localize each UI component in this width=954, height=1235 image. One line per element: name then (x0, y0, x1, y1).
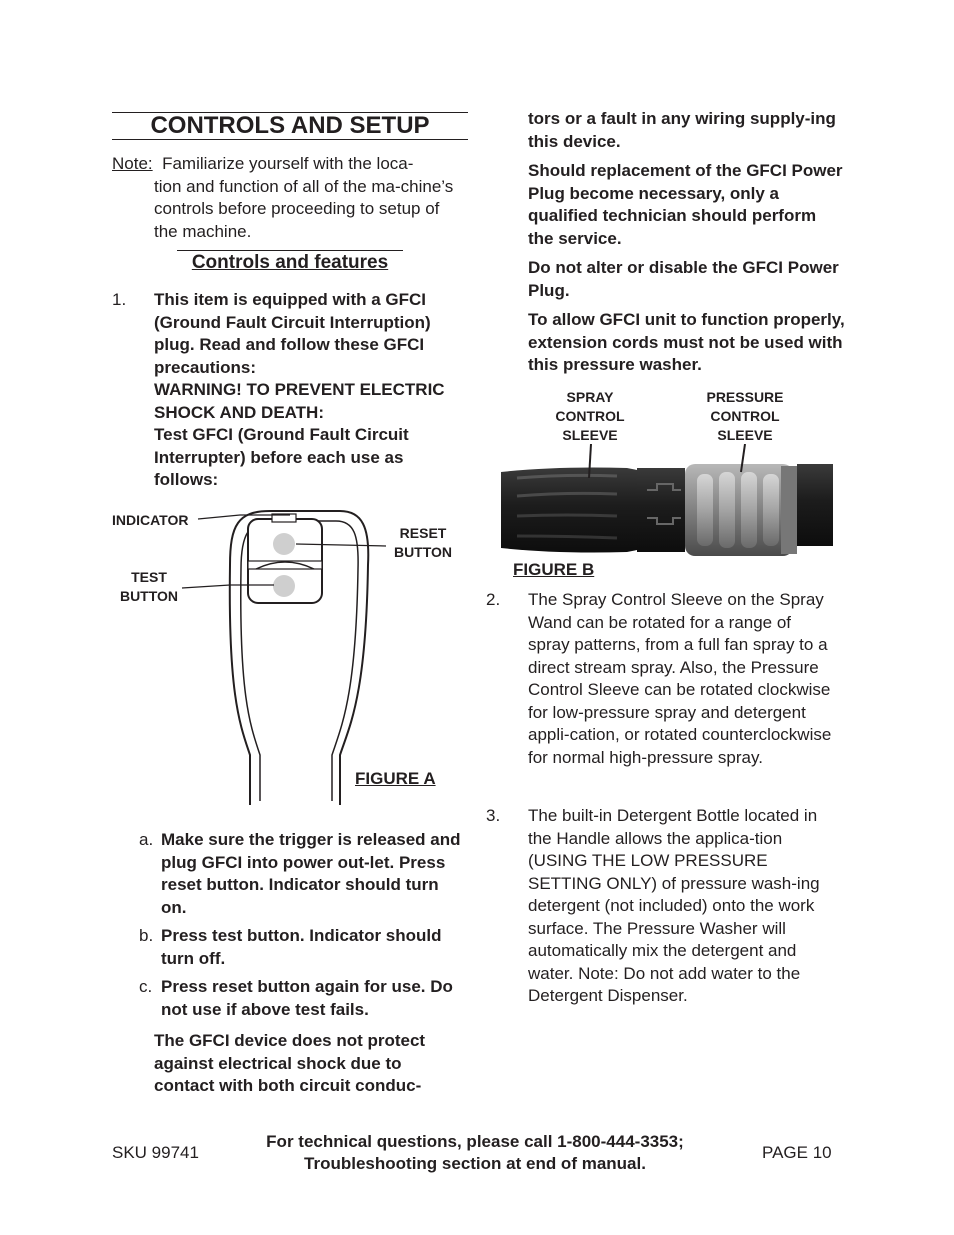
page-title: CONTROLS AND SETUP (112, 112, 468, 140)
pressure-label-line2: CONTROL (710, 408, 780, 424)
step-a-text: Make sure the trigger is released and plug GFCI into power out-let. Press reset button. Indicator should turn on. (161, 830, 461, 917)
figure-b-spray-wand (497, 444, 833, 564)
spray-control-sleeve (501, 468, 637, 553)
hose (797, 464, 833, 546)
test-label-line2: BUTTON (119, 588, 179, 604)
test-label-line1: TEST (131, 569, 167, 585)
step-b (139, 925, 464, 970)
footer-line1: For technical questions, please call 1-800-444-3353; (266, 1132, 684, 1151)
item-1 (112, 289, 462, 492)
pressure-label-line3: SLEEVE (717, 427, 773, 443)
pressure-label-line1: PRESSURE (706, 389, 784, 405)
reset-label-line1: RESET (399, 525, 447, 541)
step-c (139, 976, 464, 1021)
footer-line2: Troubleshooting section at end of manual. (304, 1154, 646, 1173)
step-b-text: Press test button. Indicator should turn off. (161, 926, 442, 968)
step-a (139, 829, 464, 919)
reset-label-line2: BUTTON (393, 544, 453, 560)
item-1-text: This item is equipped with a GFCI (Ground Fault Circuit Interruption) plug. Read and follow these GFCI precautions: (154, 290, 431, 377)
spray-control-label (545, 388, 635, 445)
do-not-alter-text: Do not alter or disable the GFCI Power Plug. (528, 258, 839, 300)
step-b-letter: b. (139, 926, 154, 945)
step-c-text: Press reset button again for use. Do not use if above test fails. (161, 977, 453, 1019)
test-button-label (112, 568, 186, 606)
reset-button-label (386, 524, 460, 562)
item-2-text: The Spray Control Sleeve on the Spray Wand can be rotated for a range of spray patterns, from a full fan spray to a direct stream spray. Also, the Pressure Control Sleeve can be rotated clockwise for low-pressure spray and detergent appli-cation, or rotated counterclockwise for normal high-pressure spray. (528, 590, 832, 767)
controls-features-heading: Controls and features (177, 250, 403, 275)
note-text-first: Familiarize yourself with the loca- (162, 154, 414, 173)
item-1-body (154, 289, 462, 492)
footer-support (230, 1131, 720, 1175)
figure-b-caption: FIGURE B (513, 560, 595, 579)
figure-a-caption: FIGURE A (355, 769, 436, 788)
extension-text: To allow GFCI unit to function properly, extension cords must not be used with this pressure washer. (528, 310, 845, 374)
item-2 (486, 589, 846, 769)
note-text-rest: tion and function of all of the ma-chine’s controls before proceeding to setup of the machine. (154, 176, 454, 241)
step-a-letter: a. (139, 830, 154, 849)
item-1-warning: WARNING! TO PREVENT ELECTRIC SHOCK AND DEATH: (154, 380, 445, 422)
item-1-test-text: Test GFCI (Ground Fault Circuit Interrupter) before each use as follows: (154, 425, 409, 489)
item-3-number: 3. (486, 806, 501, 825)
footer-page: PAGE 10 (762, 1143, 832, 1162)
spray-label-line1: SPRAY (566, 389, 614, 405)
item-1-number: 1. (112, 290, 127, 309)
item-3 (486, 805, 846, 1008)
item-3-text: The built-in Detergent Bottle located in the Handle allows the applica-tion (USING THE LOW PRESSURE SETTING ONLY) of pressure wash-ing detergent (not included) onto the work surface. The Pressure Washer will automatically mix the detergent and water. Note: Do not add water to the Detergent Dispenser. (528, 806, 820, 1005)
connector-collar (637, 468, 685, 552)
reset-button-circle (273, 533, 295, 555)
footer-sku: SKU 99741 (112, 1143, 199, 1162)
item-2-number: 2. (486, 590, 501, 609)
note-block (112, 153, 462, 243)
spray-label-line3: SLEEVE (562, 427, 618, 443)
step-c-letter: c. (139, 977, 153, 996)
pressure-control-label (695, 388, 795, 445)
replacement-text: Should replacement of the GFCI Power Plug become necessary, only a qualified technician should perform the service. (528, 161, 843, 248)
note-label: Note: (112, 154, 153, 173)
spray-label-line2: CONTROL (555, 408, 625, 424)
steps-list (139, 829, 464, 1021)
gfci-protect-start: The GFCI device does not protect against electrical shock due to contact with both circuit conduc- (154, 1031, 426, 1095)
test-button-circle (273, 575, 295, 597)
indicator-label: INDICATOR (112, 512, 189, 528)
gfci-protect-end: tors or a fault in any wiring supply-ing this device. (528, 109, 836, 151)
